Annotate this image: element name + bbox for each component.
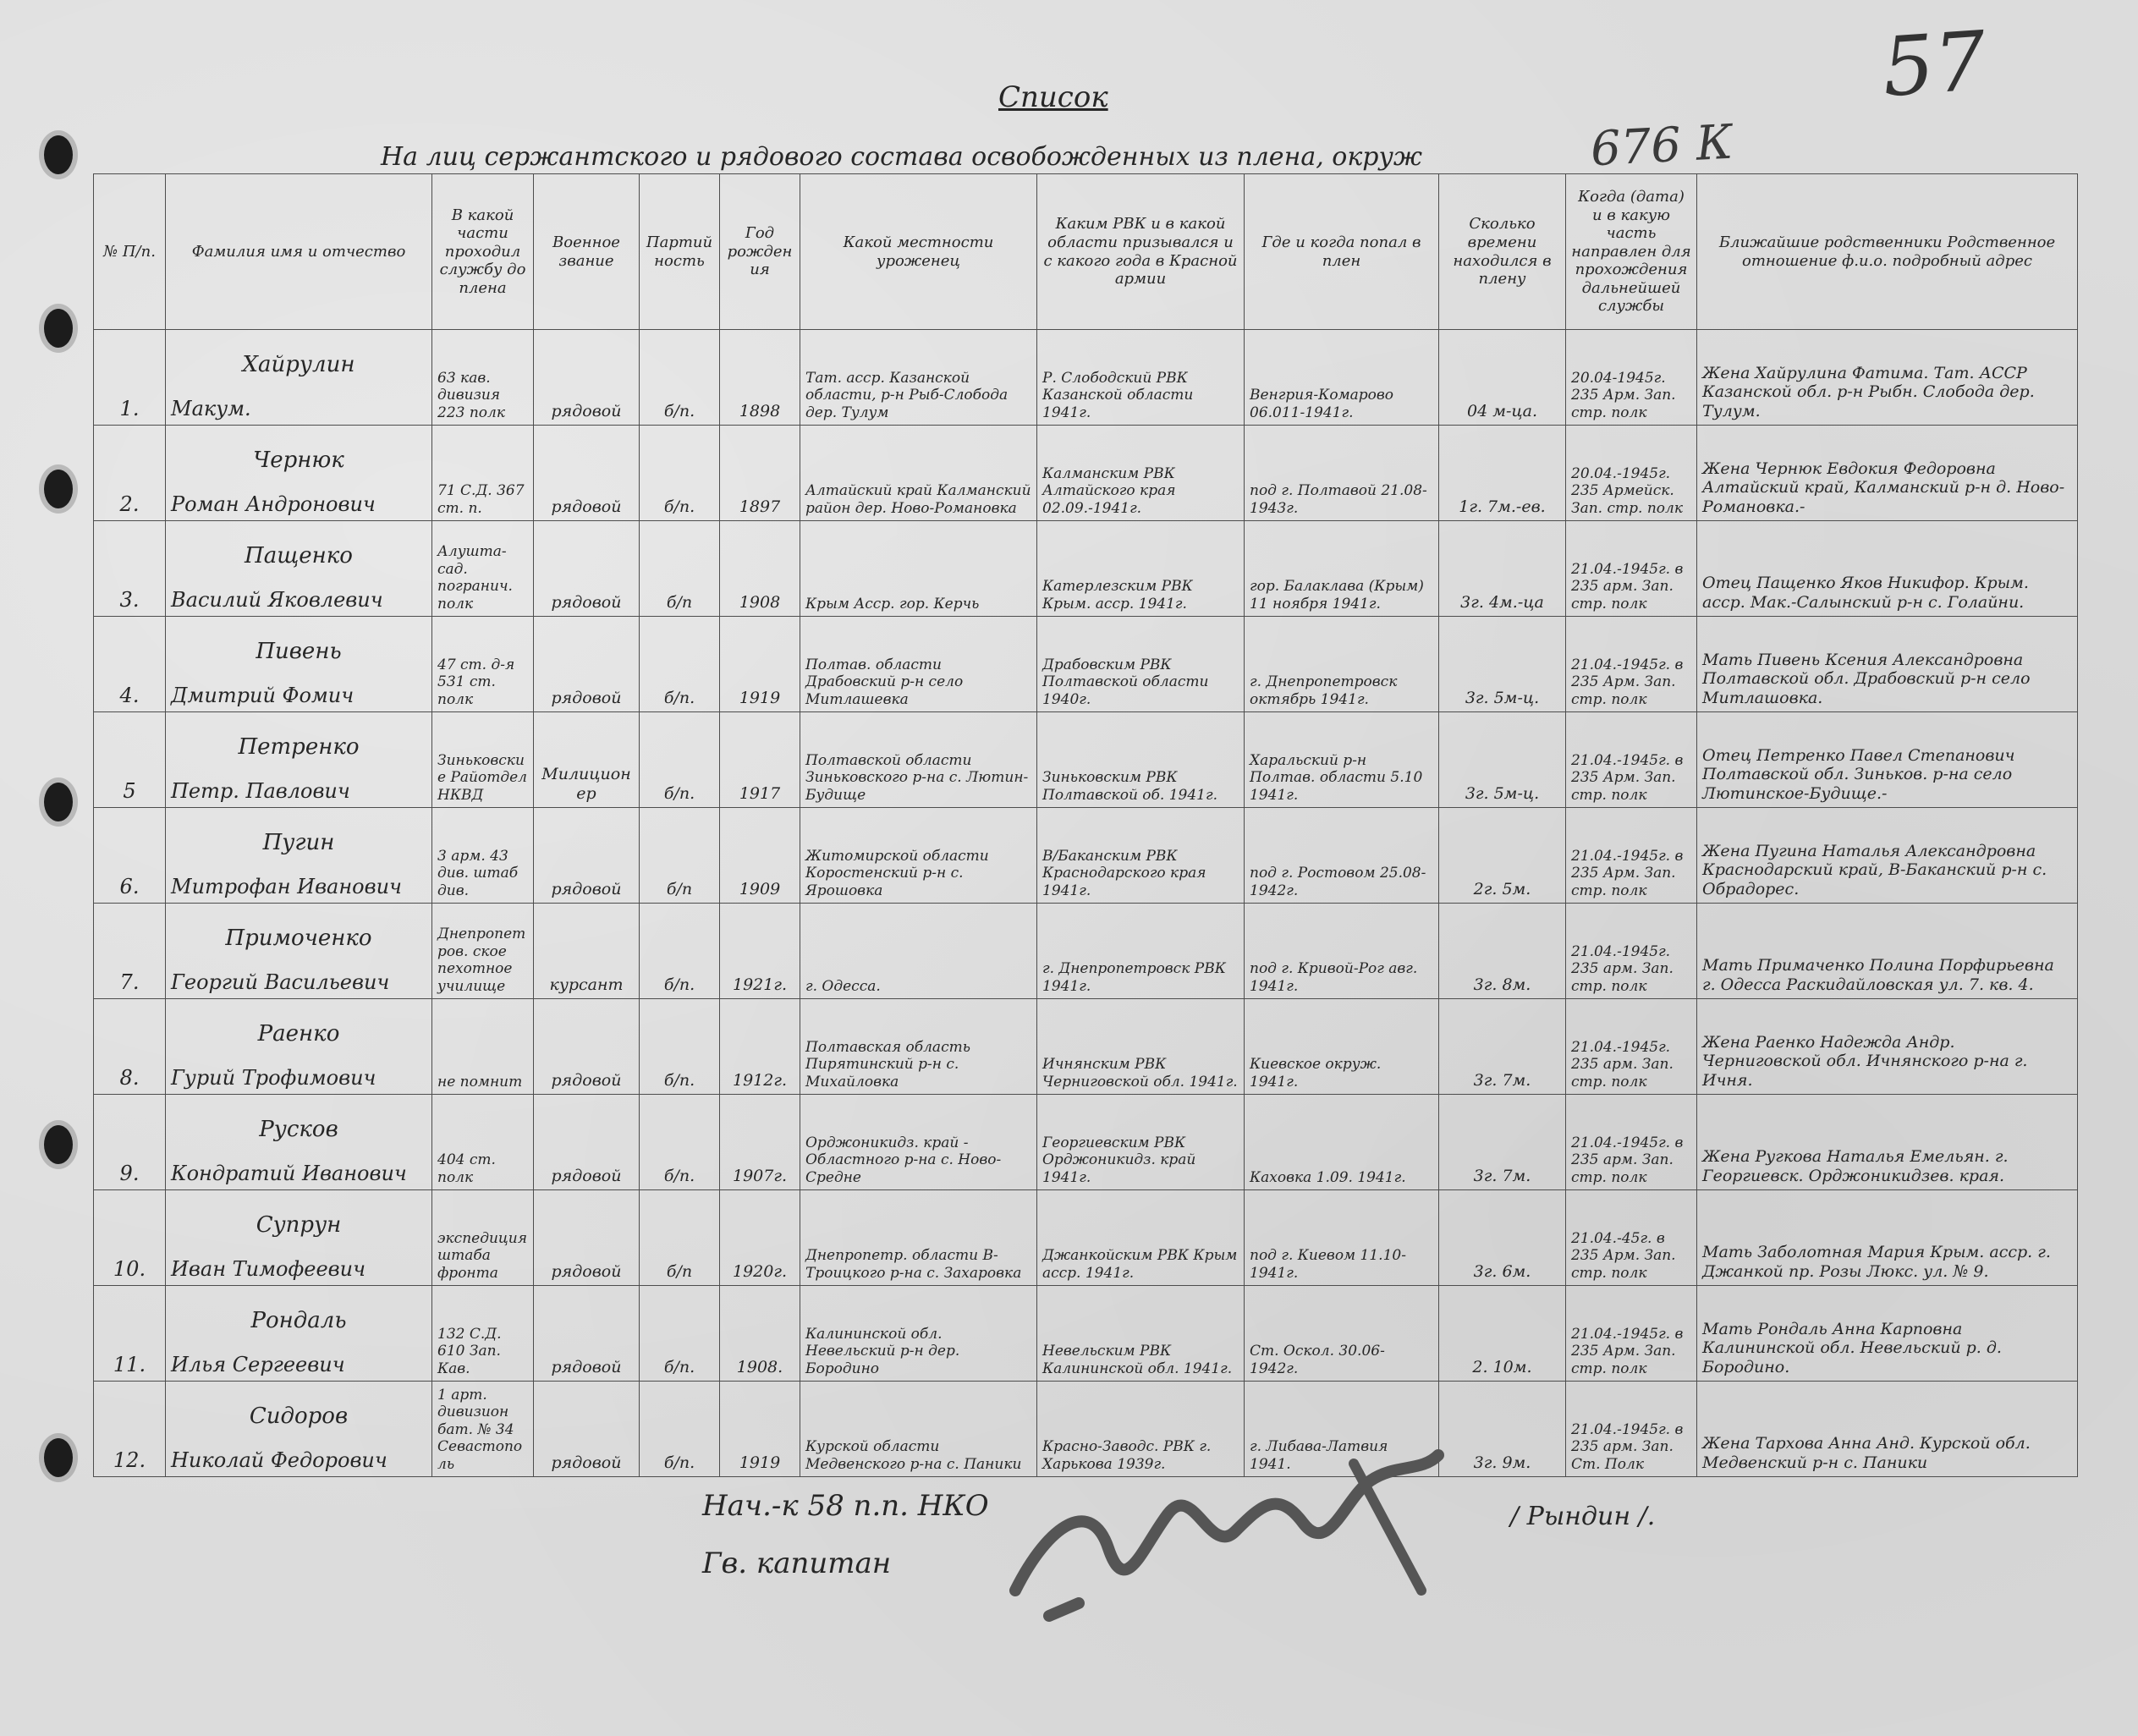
cell-captured: гор. Балаклава (Крым) 11 ноября 1941г.: [1245, 521, 1439, 617]
cell-unit: 3 арм. 43 див. штаб див.: [432, 808, 534, 904]
cell-captured: г. Либава-Латвия 1941.: [1245, 1382, 1439, 1477]
signature-block: [702, 1489, 989, 1604]
cell-full-name: [166, 999, 432, 1095]
cell-party: б/п: [640, 1190, 720, 1286]
cell-year: 1898: [720, 330, 800, 426]
cell-relatives: Жена Чернюк Евдокия Федоровна Алтайский край, Калманский р-н д. Ново-Романовка.-: [1697, 426, 2078, 521]
cell-full-name: [166, 904, 432, 999]
cell-unit: Зиньковские Райотдел НКВД: [432, 712, 534, 808]
signer-position: Нач.-к 58 п.п. НКО: [702, 1489, 989, 1523]
cell-rank: рядовой: [534, 521, 640, 617]
cell-rank: рядовой: [534, 1190, 640, 1286]
given-name: Макум.: [171, 397, 251, 421]
cell-unit: 47 ст. д-я 531 ст. полк: [432, 617, 534, 712]
surname: Пивень: [256, 639, 342, 665]
cell-duration: 3г. 7м.: [1439, 999, 1566, 1095]
cell-party: б/п: [640, 521, 720, 617]
given-name: Иван Тимофеевич: [171, 1257, 366, 1282]
table-header-row: [94, 174, 2078, 330]
surname: Сидоров: [249, 1404, 349, 1430]
surname: Пугин: [262, 830, 335, 856]
given-name: Василий Яковлевич: [171, 588, 383, 613]
cell-full-name: [166, 617, 432, 712]
table-row: [94, 1286, 2078, 1382]
cell-relatives: Мать Рондаль Анна Карповна Калининской обл. Невельский р. д. Бородино.: [1697, 1286, 2078, 1382]
cell-full-name: [166, 1382, 432, 1477]
cell-rvk: В/Баканским РВК Краснодарского края 1941г.: [1037, 808, 1245, 904]
given-name: Георгий Васильевич: [171, 970, 390, 995]
header-captured: Где и когда попал в плен: [1245, 174, 1439, 330]
cell-duration: 3г. 8м.: [1439, 904, 1566, 999]
cell-origin: Житомирской области Коростенский р-н с. Ярошовка: [800, 808, 1037, 904]
cell-number: 8.: [94, 999, 166, 1095]
cell-number: 1.: [94, 330, 166, 426]
punch-hole: [44, 783, 73, 821]
cell-origin: Днепропетр. области В-Троицкого р-на с. Захаровка: [800, 1190, 1037, 1286]
given-name: Илья Сергеевич: [171, 1353, 345, 1377]
cell-unit: не помнит: [432, 999, 534, 1095]
cell-year: 1907г.: [720, 1095, 800, 1190]
cell-relatives: Отец Пащенко Яков Никифор. Крым. асср. Мак.-Салынский р-н с. Голайни.: [1697, 521, 2078, 617]
cell-sent: 21.04.-1945г. в 235 арм. Зап. стр. полк: [1566, 521, 1697, 617]
given-name: Дмитрий Фомич: [171, 684, 355, 708]
cell-rvk: Катерлезским РВК Крым. асср. 1941г.: [1037, 521, 1245, 617]
cell-captured: под г. Киевом 11.10-1941г.: [1245, 1190, 1439, 1286]
cell-number: 11.: [94, 1286, 166, 1382]
surname: Петренко: [238, 734, 360, 761]
cell-origin: Орджоникидз. край - Областного р-на с. Ново-Средне: [800, 1095, 1037, 1190]
table-row: [94, 521, 2078, 617]
reference-number: 676 К: [1589, 114, 1734, 178]
cell-rank: Милиционер: [534, 712, 640, 808]
cell-rvk: Красно-Заводс. РВК г. Харькова 1939г.: [1037, 1382, 1245, 1477]
cell-unit: 132 С.Д. 610 Зап. Кав.: [432, 1286, 534, 1382]
cell-unit: 63 кав. дивизия 223 полк: [432, 330, 534, 426]
roster-body: [94, 330, 2078, 1477]
cell-number: 9.: [94, 1095, 166, 1190]
cell-unit: экспедиция штаба фронта: [432, 1190, 534, 1286]
cell-rvk: г. Днепропетровск РВК 1941г.: [1037, 904, 1245, 999]
table-row: [94, 1095, 2078, 1190]
cell-sent: 21.04.-1945г. 235 арм. Зап. стр. полк: [1566, 904, 1697, 999]
cell-relatives: Жена Тархова Анна Анд. Курской обл. Медвенский р-н с. Паники: [1697, 1382, 2078, 1477]
cell-rank: рядовой: [534, 808, 640, 904]
header-number: № П/п.: [94, 174, 166, 330]
cell-captured: Ст. Оскол. 30.06-1942г.: [1245, 1286, 1439, 1382]
cell-unit: 404 ст. полк: [432, 1095, 534, 1190]
cell-relatives: Жена Раенко Надежда Андр. Черниговской обл. Ичнянского р-на г. Ичня.: [1697, 999, 2078, 1095]
cell-rank: рядовой: [534, 1095, 640, 1190]
cell-rank: рядовой: [534, 330, 640, 426]
cell-duration: 3г. 7м.: [1439, 1095, 1566, 1190]
cell-year: 1919: [720, 617, 800, 712]
cell-year: 1897: [720, 426, 800, 521]
given-name: Гурий Трофимович: [171, 1066, 376, 1090]
table-row: [94, 617, 2078, 712]
cell-relatives: Отец Петренко Павел Степанович Полтавской обл. Зиньков. р-на село Лютинское-Будище.-: [1697, 712, 2078, 808]
cell-relatives: Мать Примаченко Полина Порфирьевна г. Одесса Раскидайловская ул. 7. кв. 4.: [1697, 904, 2078, 999]
cell-rank: рядовой: [534, 1382, 640, 1477]
cell-duration: 3г. 4м.-ца: [1439, 521, 1566, 617]
cell-captured: Киевское окруж. 1941г.: [1245, 999, 1439, 1095]
table-row: [94, 904, 2078, 999]
cell-full-name: [166, 1190, 432, 1286]
punch-hole: [44, 135, 73, 174]
cell-duration: 2г. 5м.: [1439, 808, 1566, 904]
cell-duration: 1г. 7м.-ев.: [1439, 426, 1566, 521]
cell-full-name: [166, 1095, 432, 1190]
cell-rank: рядовой: [534, 1286, 640, 1382]
cell-origin: Курской области Медвенского р-на с. Паники: [800, 1382, 1037, 1477]
document-subtitle: На лиц сержантского и рядового состава освобожденных из плена, окруж: [381, 142, 1422, 172]
cell-party: б/п.: [640, 330, 720, 426]
cell-sent: 20.04-1945г. 235 Арм. Зап. стр. полк: [1566, 330, 1697, 426]
cell-relatives: Мать Пивень Ксения Александровна Полтавской обл. Драбовский р-н село Митлашовка.: [1697, 617, 2078, 712]
cell-unit: Алушта-сад. погранич. полк: [432, 521, 534, 617]
cell-relatives: Жена Пугина Наталья Александровна Краснодарский край, В-Баканский р-н с. Обрадорес.: [1697, 808, 2078, 904]
cell-year: 1912г.: [720, 999, 800, 1095]
cell-full-name: [166, 712, 432, 808]
cell-party: б/п: [640, 808, 720, 904]
cell-origin: Алтайский край Калманский район дер. Ново-Романовка: [800, 426, 1037, 521]
given-name: Роман Андронович: [171, 492, 376, 517]
cell-duration: 04 м-ца.: [1439, 330, 1566, 426]
handwritten-signature: [998, 1421, 1472, 1641]
cell-number: 12.: [94, 1382, 166, 1477]
cell-year: 1917: [720, 712, 800, 808]
cell-number: 10.: [94, 1190, 166, 1286]
surname: Примоченко: [225, 926, 372, 952]
cell-relatives: Мать Заболотная Мария Крым. асср. г. Джанкой пр. Розы Люкс. ул. № 9.: [1697, 1190, 2078, 1286]
cell-captured: г. Днепропетровск октябрь 1941г.: [1245, 617, 1439, 712]
header-duration: Сколько времени находился в плену: [1439, 174, 1566, 330]
cell-sent: 21.04.-1945г. в 235 арм. Зап. Ст. Полк: [1566, 1382, 1697, 1477]
cell-number: 6.: [94, 808, 166, 904]
header-birth-year: Год рождения: [720, 174, 800, 330]
header-name: Фамилия имя и отчество: [166, 174, 432, 330]
cell-unit: 71 С.Д. 367 ст. п.: [432, 426, 534, 521]
cell-party: б/п.: [640, 999, 720, 1095]
cell-party: б/п.: [640, 712, 720, 808]
cell-full-name: [166, 426, 432, 521]
cell-full-name: [166, 330, 432, 426]
punch-hole: [44, 470, 73, 508]
header-origin: Какой местности уроженец: [800, 174, 1037, 330]
signer-rank: Гв. капитан: [702, 1546, 892, 1580]
document-title: Список: [998, 80, 1108, 114]
surname: Супрун: [256, 1212, 342, 1239]
cell-party: б/п.: [640, 1382, 720, 1477]
cell-rank: рядовой: [534, 426, 640, 521]
cell-number: 5: [94, 712, 166, 808]
cell-year: 1908.: [720, 1286, 800, 1382]
table-row: [94, 808, 2078, 904]
cell-origin: Тат. асср. Казанской области, р-н Рыб-Слобода дер. Тулум: [800, 330, 1037, 426]
cell-year: 1908: [720, 521, 800, 617]
cell-duration: 3г. 6м.: [1439, 1190, 1566, 1286]
cell-sent: 20.04.-1945г. 235 Армейск. Зап. стр. полк: [1566, 426, 1697, 521]
table-row: [94, 712, 2078, 808]
cell-party: б/п.: [640, 904, 720, 999]
surname: Чернюк: [253, 448, 344, 474]
cell-origin: Полтавской области Зиньковского р-на с. Лютин-Будище: [800, 712, 1037, 808]
surname: Рондаль: [250, 1308, 347, 1334]
cell-year: 1919: [720, 1382, 800, 1477]
given-name: Митрофан Иванович: [171, 875, 402, 899]
punch-hole: [44, 1125, 73, 1164]
cell-rvk: Зиньковским РВК Полтавской об. 1941г.: [1037, 712, 1245, 808]
table-row: [94, 1190, 2078, 1286]
cell-unit: Днепропетров. ское пехотное училище: [432, 904, 534, 999]
cell-number: 3.: [94, 521, 166, 617]
header-rank: Военное звание: [534, 174, 640, 330]
cell-rvk: Георгиевским РВК Орджоникидз. край 1941г.: [1037, 1095, 1245, 1190]
header-relatives: Ближайшие родственники Родственное отношение ф.и.о. подробный адрес: [1697, 174, 2078, 330]
cell-year: 1921г.: [720, 904, 800, 999]
cell-number: 2.: [94, 426, 166, 521]
cell-captured: Харальский р-н Полтав. области 5.10 1941г.: [1245, 712, 1439, 808]
cell-party: б/п.: [640, 1286, 720, 1382]
header-sent: Когда (дата) и в какую часть направлен для прохождения дальнейшей службы: [1566, 174, 1697, 330]
cell-full-name: [166, 1286, 432, 1382]
cell-year: 1920г.: [720, 1190, 800, 1286]
header-unit: В какой части проходил службу до плена: [432, 174, 534, 330]
given-name: Кондратий Иванович: [171, 1162, 407, 1186]
given-name: Николай Федорович: [171, 1448, 387, 1473]
cell-rank: рядовой: [534, 999, 640, 1095]
cell-number: 4.: [94, 617, 166, 712]
cell-rank: курсант: [534, 904, 640, 999]
cell-sent: 21.04.-1945г. в 235 Арм. Зап. стр. полк: [1566, 808, 1697, 904]
punch-hole: [44, 309, 73, 348]
cell-captured: под г. Ростовом 25.08-1942г.: [1245, 808, 1439, 904]
given-name: Петр. Павлович: [171, 779, 350, 804]
cell-captured: под г. Кривой-Рог авг. 1941г.: [1245, 904, 1439, 999]
surname: Русков: [259, 1117, 338, 1143]
header-rvk: Каким РВК и в какой области призывался и с какого года в Красной армии: [1037, 174, 1245, 330]
cell-number: 7.: [94, 904, 166, 999]
cell-origin: Калининской обл. Невельский р-н дер. Бородино: [800, 1286, 1037, 1382]
cell-origin: Полтав. области Драбовский р-н село Митлашевка: [800, 617, 1037, 712]
cell-rvk: Драбовским РВК Полтавской области 1940г.: [1037, 617, 1245, 712]
header-party: Партийность: [640, 174, 720, 330]
cell-rank: рядовой: [534, 617, 640, 712]
cell-sent: 21.04.-1945г. в 235 Арм. Зап. стр. полк: [1566, 617, 1697, 712]
cell-sent: 21.04.-45г. в 235 Арм. Зап. стр. полк: [1566, 1190, 1697, 1286]
cell-party: б/п.: [640, 1095, 720, 1190]
cell-origin: Крым Асср. гор. Керчь: [800, 521, 1037, 617]
cell-captured: Каховка 1.09. 1941г.: [1245, 1095, 1439, 1190]
cell-duration: 3г. 5м-ц.: [1439, 617, 1566, 712]
cell-sent: 21.04.-1945г. в 235 Арм. Зап. стр. полк: [1566, 1286, 1697, 1382]
table-row: [94, 426, 2078, 521]
cell-rvk: Р. Слободский РВК Казанской области 1941г.: [1037, 330, 1245, 426]
cell-sent: 21.04.-1945г. 235 арм. Зап. стр. полк: [1566, 999, 1697, 1095]
surname: Раенко: [257, 1021, 340, 1047]
cell-sent: 21.04.-1945г. в 235 Арм. Зап. стр. полк: [1566, 712, 1697, 808]
roster-table: [93, 173, 2078, 1477]
cell-rvk: Ичнянским РВК Черниговской обл. 1941г.: [1037, 999, 1245, 1095]
cell-captured: Венгрия-Комарово 06.011-1941г.: [1245, 330, 1439, 426]
cell-duration: 3г. 9м.: [1439, 1382, 1566, 1477]
table-row: [94, 330, 2078, 426]
cell-rvk: Калманским РВК Алтайского края 02.09.-1941г.: [1037, 426, 1245, 521]
cell-relatives: Жена Ругкова Наталья Емельян. г. Георгиевск. Орджоникидзев. края.: [1697, 1095, 2078, 1190]
punch-hole: [44, 1438, 73, 1477]
surname: Хайрулин: [242, 352, 355, 378]
cell-full-name: [166, 521, 432, 617]
cell-duration: 3г. 5м-ц.: [1439, 712, 1566, 808]
cell-party: б/п.: [640, 617, 720, 712]
cell-unit: 1 арт. дивизион бат. № 34 Севастополь: [432, 1382, 534, 1477]
table-row: [94, 999, 2078, 1095]
cell-full-name: [166, 808, 432, 904]
page-number: 57: [1879, 13, 1989, 116]
cell-rvk: Невельским РВК Калининской обл. 1941г.: [1037, 1286, 1245, 1382]
surname: Пащенко: [245, 543, 353, 569]
cell-year: 1909: [720, 808, 800, 904]
cell-origin: г. Одесса.: [800, 904, 1037, 999]
cell-duration: 2. 10м.: [1439, 1286, 1566, 1382]
cell-rvk: Джанкойским РВК Крым асср. 1941г.: [1037, 1190, 1245, 1286]
cell-captured: под г. Полтавой 21.08-1943г.: [1245, 426, 1439, 521]
cell-party: б/п.: [640, 426, 720, 521]
cell-origin: Полтавская область Пирятинский р-н с. Михайловка: [800, 999, 1037, 1095]
signer-name: / Рындин /.: [1510, 1502, 1656, 1531]
cell-sent: 21.04.-1945г. в 235 арм. Зап. стр. полк: [1566, 1095, 1697, 1190]
cell-relatives: Жена Хайрулина Фатима. Тат. АССР Казанской обл. р-н Рыбн. Слобода дер. Тулум.: [1697, 330, 2078, 426]
